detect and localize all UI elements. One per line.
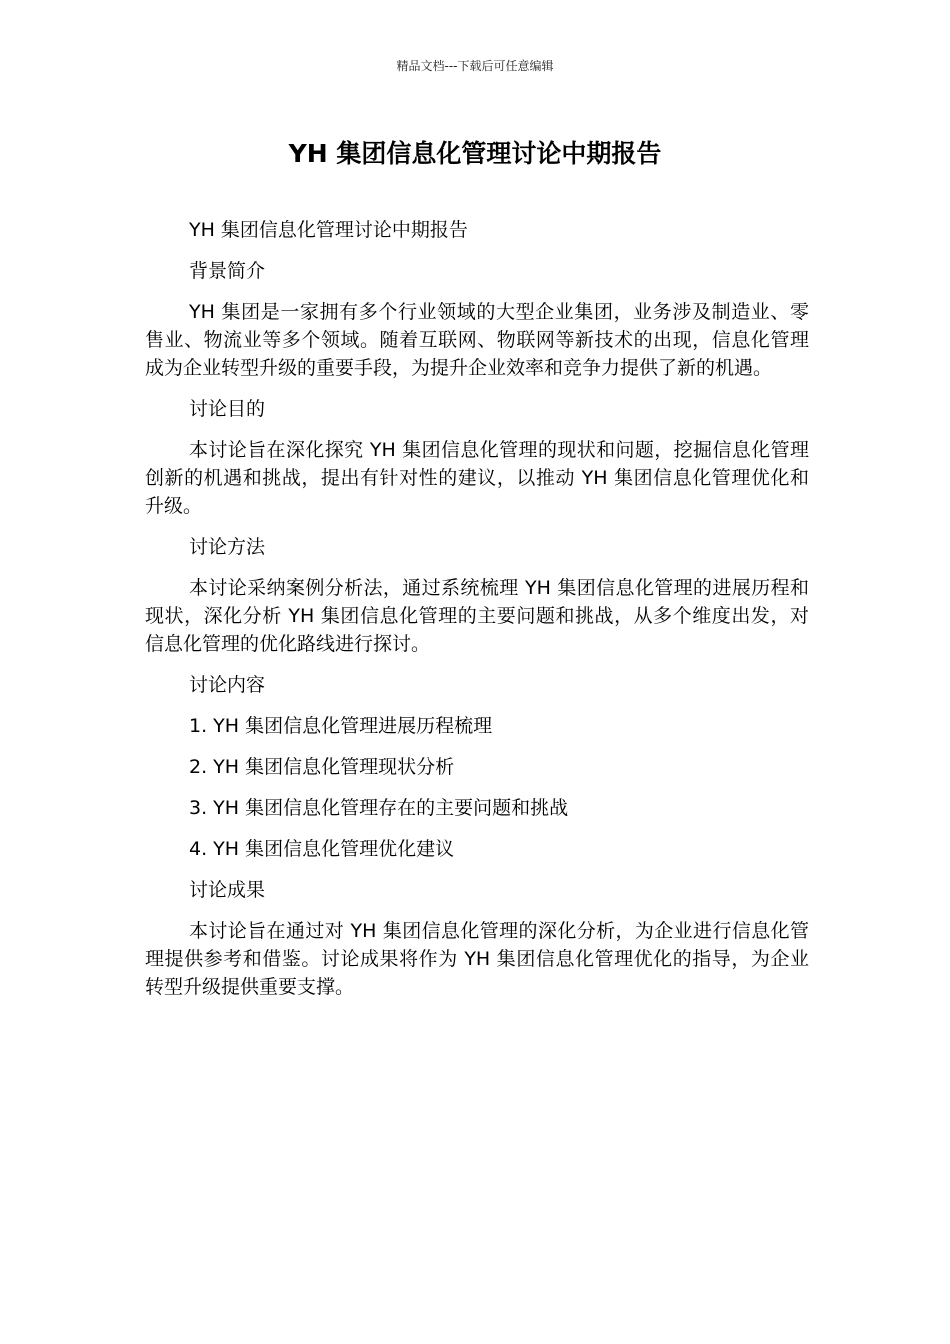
content-list-item: 3. YH 集团信息化管理存在的主要问题和挑战 [189,797,569,819]
content-list-item: 1. YH 集团信息化管理进展历程梳理 [189,715,493,737]
content-list-item: 4. YH 集团信息化管理优化建议 [189,838,455,860]
section-heading-background: 背景简介 [189,260,266,282]
section-heading-content: 讨论内容 [189,674,266,696]
results-paragraph: 本讨论旨在通过对 YH 集团信息化管理的深化分析，为企业进行信息化管理提供参考和借鉴。讨论成果将作为 YH 集团信息化管理优化的指导，为企业转型升级提供重要支撑。 [145,920,809,998]
method-paragraph: 本讨论采纳案例分析法，通过系统梳理 YH 集团信息化管理的进展历程和现状，深化分析 YH 集团信息化管理的主要问题和挑战，从多个维度出发，对信息化管理的优化路线进行探讨。 [145,577,809,655]
subtitle-paragraph: YH 集团信息化管理讨论中期报告 [189,219,468,241]
purpose-paragraph: 本讨论旨在深化探究 YH 集团信息化管理的现状和问题，挖掘信息化管理创新的机遇和挑战，提出有针对性的建议，以推动 YH 集团信息化管理优化和升级。 [145,439,809,517]
content-list-item: 2. YH 集团信息化管理现状分析 [189,756,455,778]
section-heading-purpose: 讨论目的 [189,398,266,420]
section-heading-results: 讨论成果 [189,879,266,901]
document-body [145,216,809,1014]
document-title: YH 集团信息化管理讨论中期报告 [288,139,662,168]
page-header: 精品文档---下载后可任意编辑 [396,59,554,73]
background-paragraph: YH 集团是一家拥有多个行业领域的大型企业集团，业务涉及制造业、零售业、物流业等多个领域。随着互联网、物联网等新技术的出现，信息化管理成为企业转型升级的重要手段，为提升企业效率和竞争力提供了新的机遇。 [145,301,809,379]
section-heading-method: 讨论方法 [189,536,266,558]
